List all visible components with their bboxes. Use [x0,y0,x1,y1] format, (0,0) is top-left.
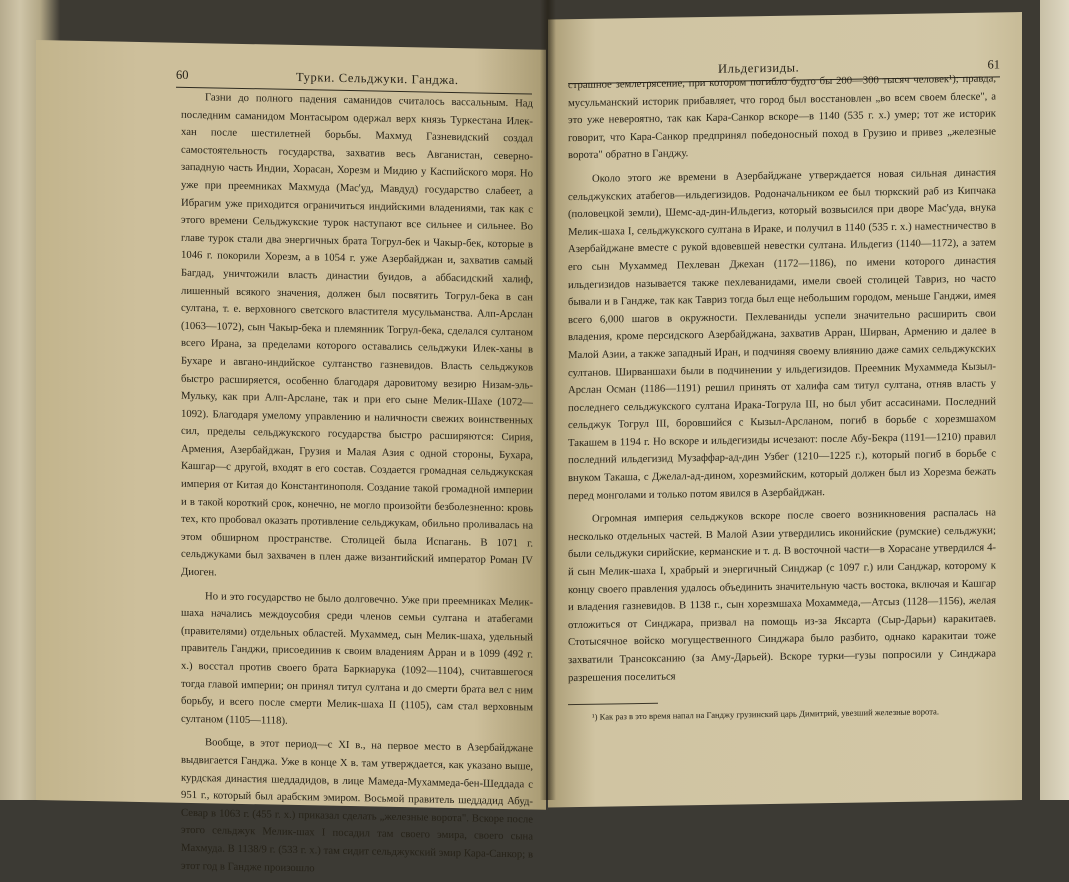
right-body-text [568,70,996,687]
footnote: ¹) Как раз в это время напал на Ганджу грузинский царь Димитрий, увезший железные ворота. [592,706,940,722]
left-page [36,40,546,874]
left-paragraph-2: Но и это государство не было долговечно. Уже при преемниках Мелик-шаха начались междоусобия среди членов семьи султана и атабегами (правителями) отдельных областей. Мухаммед, сын Мелик-шаха, удельный правитель Ганджи, присоединив к своим владениям Арран и в 1099 (492 г. х.) восстал против своего брата Баркиарука (1092—1104), считавшегося тогда главой империи; он принял титул султана и до смерти брата вел с ним борьбу, и всего после смерти Мелик-шаха II (1105), сам стал верховным султаном (1105—1118). [181,589,533,727]
left-paragraph-3: Вообще, в этот период—с XI в., на первое место в Азербайджане выдвигается Ганджа. Уже в конце X в. там утверждается, как указано выше, курдская династия шеддадидов, в лице Мамеда-Мухаммеда-бен-Шеддада с 951 г., который был арабским эмиром. Восьмой правитель шеддадид Абуд-Севар в 1063 г. (455 г. х.) приказал сделать „железные ворота". Вскоре после этого сельджук Мелик-шах I посадил там своего эмира, своего сына Махмуда. В 1138/9 г. (533 г. х.) там сидит сельджукский эмир Кара-Санкор; в этот год в Гандже произошло [181,736,533,874]
footnote-rule [568,703,658,705]
right-running-title: Ильдегизиды. [718,60,800,76]
right-paragraph-1: страшное землетрясение, при котором погибло будто бы 200—300 тысяч человек¹); правда, мусульманский историк прибавляет, что город был восстановлен „во всем своем блеске", а это уже невероятно, так как Кара-Санкор вскоре—в 1140 (535 г. х.) умер; тот же историк говорит, что Кара-Санкор предпринял победоносный поход в Грузию и привез „железные ворота" обратно в Ганджу. [568,72,996,162]
right-paragraph-3: Огромная империя сельджуков вскоре после своего возникновения распалась на несколько отдельных частей. В Малой Азии утвердились иконийские (румские) сельджуки; были сельджуки сирийские, керманские и т. д. В восточной части—в Хорасане утвердился 4-й сын Мелик-шаха I, храбрый и энергичный Синджар (с 1097 г.) или Санджар, которому к концу своего правления удалось объединить значительную часть востока, включая и Кашгар и владения газневидов. В 1138 г., сын хорезмшаха Мохаммеда,—Атсыз (1128—1156), желая отложиться от Синджара, призвал на помощь из-за Яксарта (Сыр-Дарьи) каракитаев. Стотысячное войско могущественного Синджара было разбито, однако каракитаи тоже захватили Трансоксанию (за Аму-Дарьей). Вскоре турки—гузы попросили у Синджара разрешения поселиться [568,506,996,684]
left-paragraph-1: Газни до полного падения саманидов считалось вассальным. Над последним саманидом Монтасыром одержал верх князь Туркестана Илек-хан после шестилетней борьбы. Махмуд Газневидский создал самостоятельность государства, захватив весь Авганистан, северно-западную часть Индии, Хорасан, Хорезм и Мидию у Каспийского моря. Но уже при преемниках Махмуда (Мас'уд, Мавдуд) государство слабеет, а Ибрагим уже приходится ограничиться индийскими владениями, так как с этого времени Сельджукские турок наступают все сильнее и сильнее. Во главе турок стали два энергичных брата Тогрул-бек и Чакыр-бек, которые в 1046 г. покорили Хорезм, а в 1054 г. уже Азербайджан и, захватив самый Багдад, уничтожили власть династии буидов, а аббасидский халиф, лишенный всякого значения, должен был посвятить Тогрул-бека в сан султана, т. е. верховного светского властителя мусульманства. Алп-Арслан (1063—1072), сын Чакыр-бека и племянник Тогрул-бека, сделался султаном всего Ирана, за пределами которого оставались сельджуки Илек-ханы в Бухаре и авгано-индийское султанство газневидов. Власть сельджуков быстро расширяется, особенно благодаря даровитому везирю Низам-эль-Мульку, как при Алп-Арслане, так и при его сыне Мелик-Шахе (1072—1092). Благодаря умелому управлению и наличности свежих воинственных сил, пределы сельджукского государства быстро расширяются: Сирия, Армения, Азербайджан, Грузия и Малая Азия с одной стороны, Бухара, Кашгар—с другой, входят в его состав. Создается громадная сельджукская империя от Китая до Константинополя. Создание такой громадной империи и в такой короткий срок, конечно, не могло произойти безболезненно: кровь тех, кто пробовал оказать противление сельджукам, обильно проливалась на этом обширном пространстве. Столицей была Испагань. В 1071 г. сельджуками был захвачен в плен даже византийский император Роман IV Диоген. [181,91,533,579]
right-page-number: 61 [987,57,1000,72]
book-gutter [540,0,556,800]
left-body-text [181,89,533,882]
right-paragraph-2: Около этого же времени в Азербайджане утверждается новая сильная династия сельджукских атабегов—ильдегизидов. Родоначальником ее был тюркский раб из Кипчака (половецкой земли), Шемс-ад-дин-Ильдегиз, который возвысился при дворе Мас'уда, внука Мелик-шаха I, сельджукского султана в Ираке, и получил в 1140 (535 г. х.) наместничество в Азербайджане вместе с рукой вдовевшей невестки султана. Ильдегиз (1140—1172), а затем его сын Мухаммед Пехлеван Джехан (1172—1186), по имени которого династия ильдегизидов называется также пехлеванидами, имели своей столицей Тавриз, но часто бывали и в Гандже, так как Тавриз тогда был еще небольшим городом, меньше Ганджи, имея всего 6,000 шагов в окружности. Пехлеваниды успели значительно расширить свои владения, кроме персидского Азербайджана, захватив Арран, Ширван, Армению и далее в Малой Азии, а также западный Иран, и подчиняя своему влиянию даже самих сельджукских султанов. Ширваншахи были в подчинении у ильдегизидов. Преемник Мухаммеда Кызыл-Арслан Осман (1186—1191) решил принять от халифа сам титул султана, отняв власть у последнего сельджукского султана Ирака-Тогрула III, но был убит ассасинами. Последний сельджук Тогрул III, боровшийся с Кызыл-Арсланом, погиб в борьбе с хорезмшахом Такашем в 1194 г. Но вскоре и ильдегизиды исчезают: после Абу-Бекра (1191—1210) правил последний ильдегизид Музаффар-ад-дин Узбег (1210—1225 г.), который погиб в борьбе с внуком Такаша, с Джелал-ад-дином, хорезмийским, который должен был из Хорезма бежать перед монголами и только потом явился в Азербайджан. [568,166,996,502]
left-page-number: 60 [176,67,189,82]
right-page [548,12,1022,807]
left-running-title: Турки. Сельджуки. Ганджа. [296,69,459,88]
